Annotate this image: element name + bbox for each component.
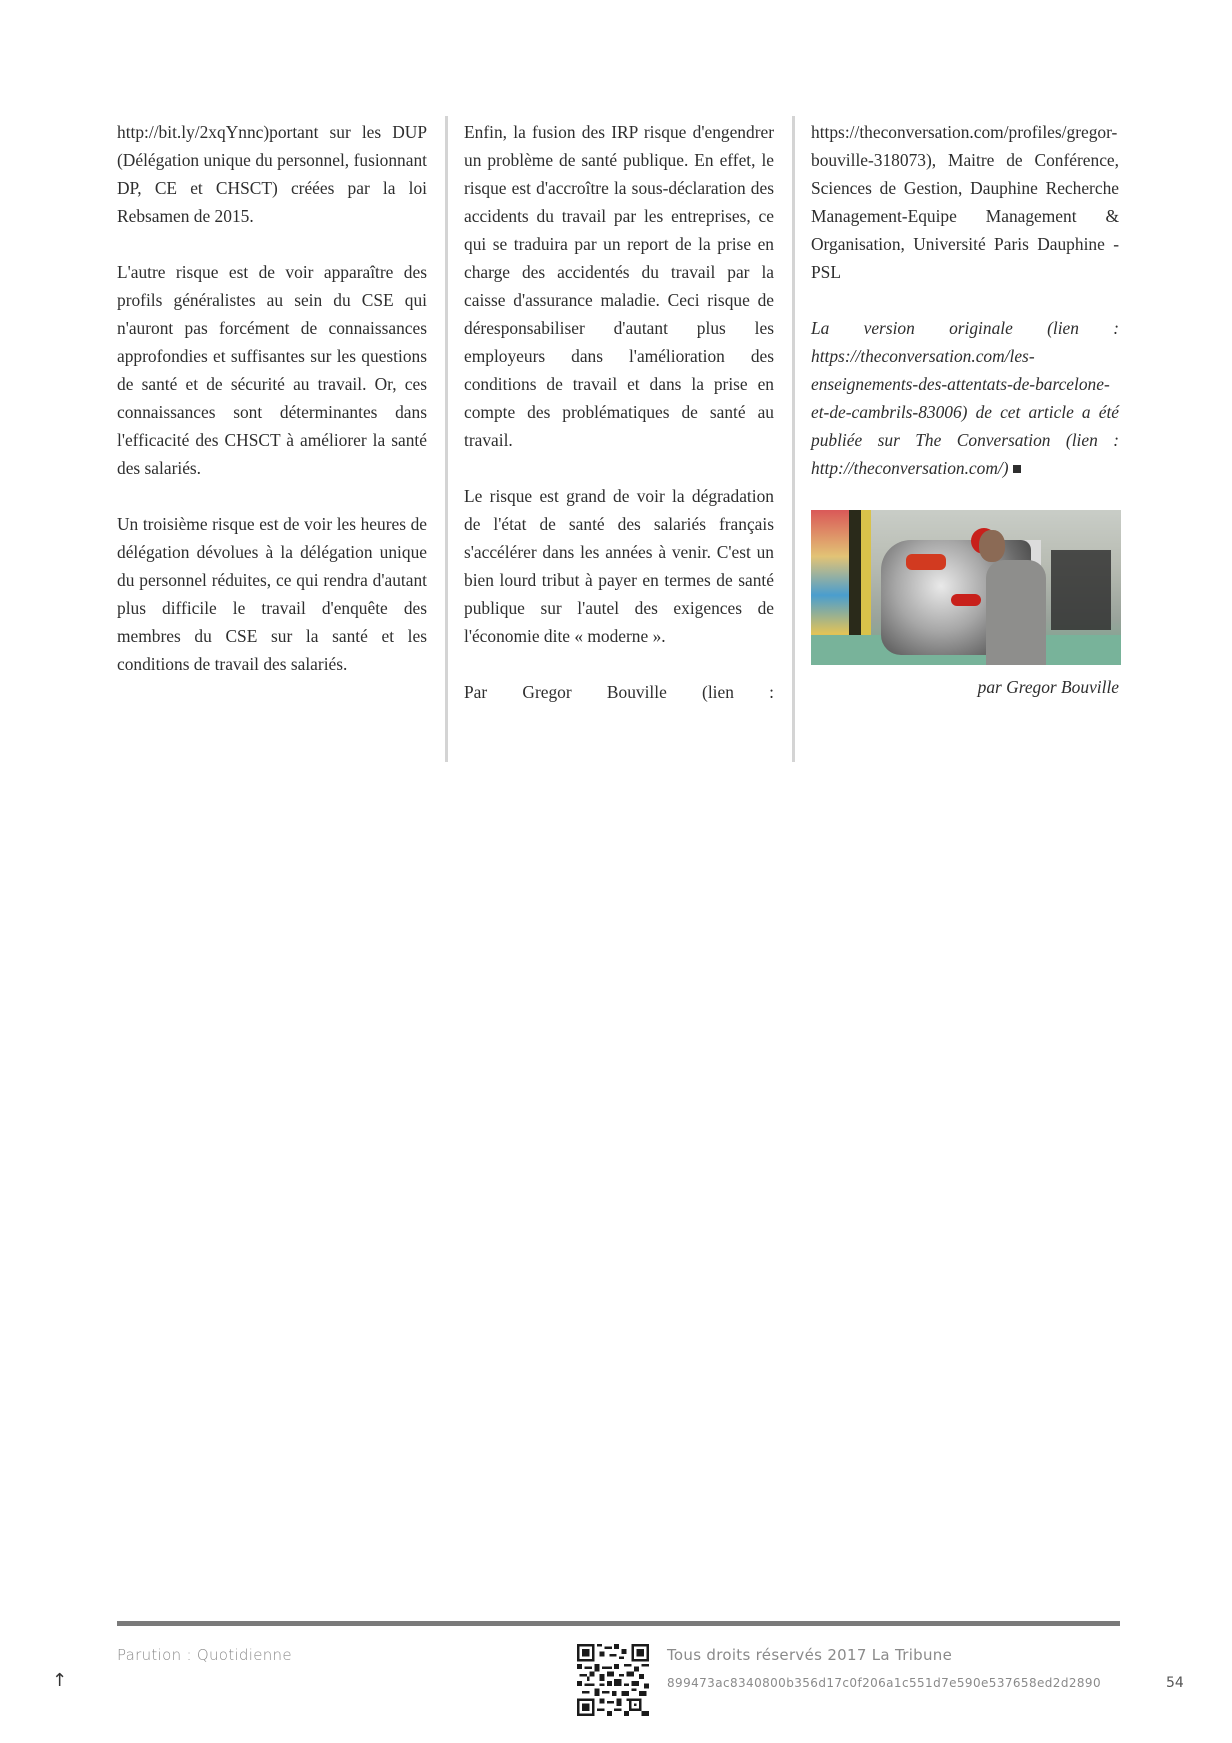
source-note-text: La version originale (lien : https://theconversation.com/les-enseignements-des-attentats-de-barcelone-et-de-cambrils-83006) de cet article a été publiée sur The Conversation (lien : http://theconversation.com/) (811, 318, 1119, 478)
photo-worker (986, 560, 1046, 665)
article-photo (811, 510, 1121, 665)
author-bio: https://theconversation.com/profiles/gregor-bouville-318073), Maitre de Conférence, Sciences de Gestion, Dauphine Recherche Management-Equipe Management & Organisation, Université Paris Dauphine - PSL (811, 122, 1119, 282)
photo-caption: par Gregor Bouville (977, 677, 1119, 697)
photo-detail (906, 554, 946, 570)
author-byline: Par Gregor Bouville (lien : (464, 682, 774, 702)
photo-machine (1051, 550, 1111, 630)
photo-worker-head (979, 530, 1005, 562)
photo-detail (951, 594, 981, 606)
publication-frequency: Parution : Quotidienne (117, 1646, 292, 1664)
article-column-1 (117, 118, 445, 678)
copyright-notice: Tous droits réservés 2017 La Tribune (667, 1646, 953, 1664)
source-note (811, 314, 1119, 482)
footer-divider (117, 1621, 1120, 1626)
end-of-article-icon (1013, 465, 1021, 473)
article-column-2 (445, 116, 792, 762)
article-columns (117, 118, 1119, 762)
qr-code-icon (577, 1644, 649, 1716)
article-column-3 (792, 116, 1119, 762)
paragraph: Le risque est grand de voir la dégradation de l'état de santé des salariés français s'accélérer dans les années à venir. C'est un bien lourd tribut à payer en termes de santé publique sur l'autel des exigences de l'économie dite « moderne ». (464, 486, 774, 646)
paragraph: Enfin, la fusion des IRP risque d'engendrer un problème de santé publique. En effet, le risque est d'accroître la sous-déclaration des accidents du travail par les entreprises, ce qui se traduira par un report de la prise en charge des accidentés du travail par la caisse d'assurance maladie. Ceci risque de déresponsabiliser d'autant plus les employeurs dans l'amélioration des conditions de travail et dans la prise en compte des problématiques de santé au travail. (464, 122, 774, 450)
document-hash: 899473ac8340800b356d17c0f206a1c551d7e590e537658ed2d2890 (667, 1676, 1101, 1690)
paragraph: http://bit.ly/2xqYnnc)portant sur les DUP (Délégation unique du personnel, fusionnant DP, CE et CHSCT) créées par la loi Rebsamen de 2015. (117, 122, 427, 226)
paragraph: L'autre risque est de voir apparaître des profils généralistes au sein du CSE qui n'auront pas forcément de connaissances approfondies et suffisantes sur les questions de santé et de sécurité au travail. Or, ces connaissances sont déterminantes dans l'efficacité des CHSCT à améliorer la santé des salariés. (117, 262, 427, 478)
page-number: 54 (1166, 1675, 1184, 1691)
paragraph: Un troisième risque est de voir les heures de délégation dévolues à la délégation unique du personnel réduites, ce qui rendra d'autant plus difficile le travail d'enquête des membres du CSE sur la santé et les conditions de travail des salariés. (117, 514, 427, 674)
back-to-top-arrow-icon[interactable]: ↑ (52, 1670, 68, 1691)
